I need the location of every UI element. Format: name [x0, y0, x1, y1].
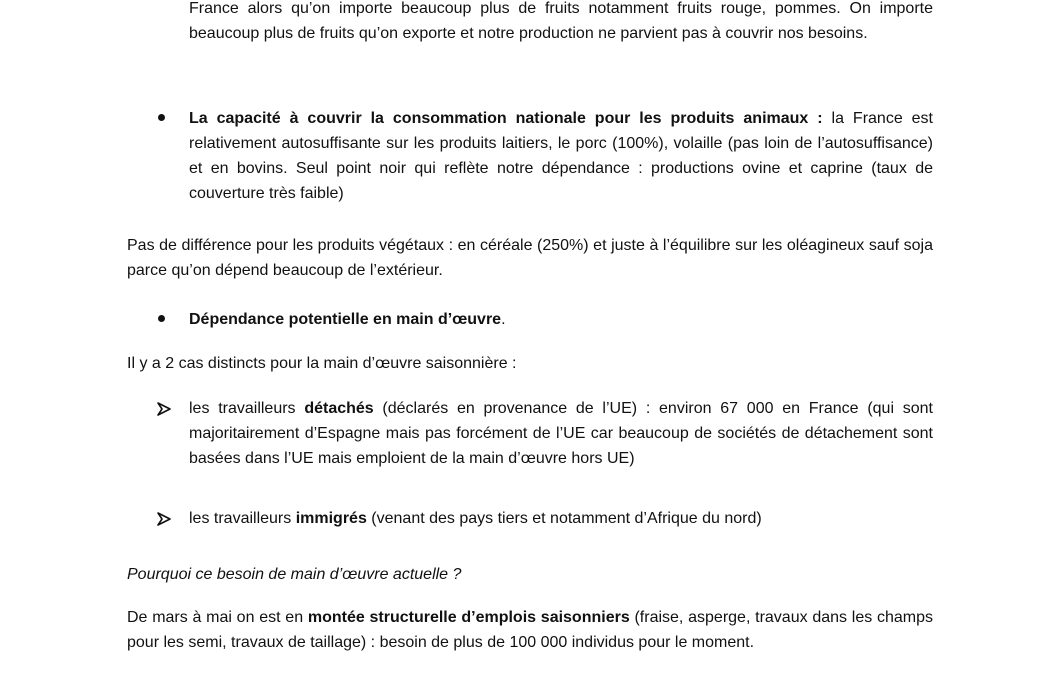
paragraph-text: Il y a 2 cas distincts pour la main d’œuvre saisonnière :: [127, 355, 517, 372]
paragraph-seasonal-jobs: [127, 605, 933, 655]
question-text: Pourquoi ce besoin de main d’œuvre actuelle ?: [127, 566, 462, 583]
paragraph-text: De mars à mai on est en: [127, 609, 308, 626]
arrow-item-posted-workers: [189, 396, 933, 471]
arrow-bullet-icon: [156, 511, 172, 527]
paragraph-two-cases: [127, 351, 933, 376]
item-highlight: immigrés: [295, 510, 367, 527]
item-text: (déclarés en provenance de l’UE) : environ 67 000 en France (qui sont majoritairement d’Espagne mais pas forcément de l’UE car beaucoup de sociétés de détachement sont basées dans l’UE mais emploient de la main d’œuvre hors UE): [189, 400, 933, 467]
arrow-item-immigrant-workers: [189, 506, 933, 531]
question-heading: [127, 562, 933, 587]
bullet-dot-icon: [158, 114, 165, 121]
bullet-text: la France est relativement autosuffisante sur les produits laitiers, le porc (100%), volaille (pas loin de l’autosuffisance) et en bovins. Seul point noir qui reflète notre dépendance : productions ovine et caprine (taux de couverture très faible): [189, 110, 934, 202]
bullet-heading: La capacité à couvrir la consommation nationale pour les produits animaux :: [189, 110, 823, 127]
bullet-heading: Dépendance potentielle en main d’œuvre: [189, 311, 502, 328]
bullet-animal-products: [189, 106, 933, 206]
item-text: les travailleurs: [189, 400, 305, 417]
item-text: les travailleurs: [189, 510, 296, 527]
bullet-dot-icon: [158, 315, 165, 322]
bullet-labour-dependency: [189, 307, 933, 332]
paragraph-text: France alors qu’on importe beaucoup plus de fruits notamment fruits rouge, pommes. On importe beaucoup plus de fruits qu’on exporte et notre production ne parvient pas à couvrir nos besoins.: [189, 0, 933, 42]
bullet-text: .: [501, 311, 506, 328]
item-highlight: détachés: [304, 400, 374, 417]
arrow-bullet-icon: [156, 401, 172, 417]
item-text: (venant des pays tiers et notamment d’Afrique du nord): [366, 510, 762, 527]
paragraph-fruits-import: [189, 0, 933, 46]
paragraph-text: (fraise, asperge, travaux dans les champs pour les semi, travaux de taillage) : besoin de plus de 100 000 individus pour le moment.: [127, 609, 934, 651]
paragraph-vegetal-products: [127, 233, 933, 283]
paragraph-highlight: montée structurelle d’emplois saisonniers: [307, 609, 630, 626]
paragraph-text: Pas de différence pour les produits végétaux : en céréale (250%) et juste à l’équilibre sur les oléagineux sauf soja parce qu’on dépend beaucoup de l’extérieur.: [127, 237, 933, 279]
